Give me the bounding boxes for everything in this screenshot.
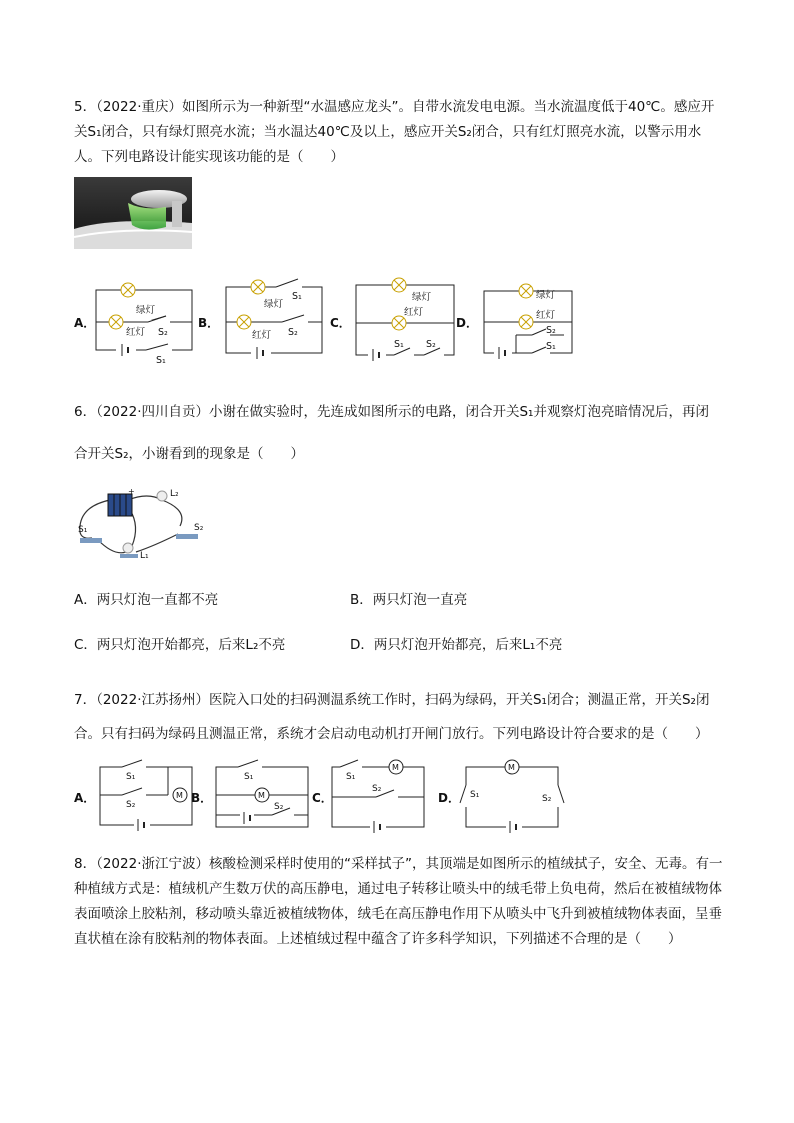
- q5-circuit-diagrams: [86, 275, 586, 365]
- question-7-line2: 合。只有扫码为绿码且测温正常，系统才会启动电动机打开闸门放行。下列电路设计符合要求的是（ ）: [74, 726, 709, 742]
- question-6-line1: 6．（2022·四川自贡）小谢在做实验时，先连成如图所示的电路，闭合开关S₁并观察灯泡亮暗情况后，再闭: [74, 404, 709, 420]
- q6-option-a[interactable]: A．两只灯泡一直都不亮: [74, 592, 219, 608]
- switch-s1-base: [80, 538, 102, 543]
- faucet-photo: [74, 177, 192, 249]
- q5b-green-label: 绿灯: [264, 299, 284, 310]
- q5d-s1-label: S₁: [546, 341, 556, 352]
- question-6-line2: 合开关S₂，小谢看到的现象是（ ）: [74, 446, 304, 462]
- q7d-s2-label: S₂: [542, 794, 552, 804]
- q7b-s1-label: S₁: [244, 772, 254, 782]
- q5-label-b: B．: [198, 316, 220, 330]
- question-8-text: 8．（2022·浙江宁波）核酸检测采样时使用的“采样拭子”，其顶端是如图所示的植绒拭子，安全、无毒。有一种植绒方式是：植绒机产生数万伏的高压静电，通过电子转移让喷头中的绒毛带上负电荷，然后在被植绒物体表面喷涂上胶粘剂，移动喷头靠近被植绒物体，绒毛在高压静电作用下从喷头中飞升到被植绒物体表面，呈垂直状植在涂有胶粘剂的物体表面。上述植绒过程中蕴含了许多科学知识，下列描述不合理的是（ ）: [74, 856, 723, 947]
- q5-label-a: A．: [74, 316, 96, 330]
- q6-circuit-figure: [70, 486, 220, 564]
- q7-label-c: C．: [312, 791, 333, 805]
- question-7: [74, 686, 726, 748]
- bulb-l1: [123, 543, 133, 553]
- q5c-green-label: 绿灯: [412, 292, 432, 303]
- q7c-s2-label: S₂: [372, 784, 382, 794]
- q7a-s1-label: S₁: [126, 772, 136, 782]
- l1-base: [120, 554, 138, 558]
- q5d-green-label: 绿灯: [536, 290, 556, 301]
- q5d-red-label: 红灯: [536, 310, 556, 321]
- q7-label-d: D．: [438, 791, 460, 805]
- q7b-s2-label: S₂: [274, 802, 284, 812]
- q5c-s2-label: S₂: [426, 339, 436, 350]
- battery-pack: [108, 494, 132, 516]
- question-8: [74, 852, 726, 952]
- q5-circuit-b: [226, 279, 322, 360]
- battery-plus-label: +: [128, 487, 135, 496]
- question-6: [74, 398, 726, 468]
- q5-circuit-a: [96, 283, 192, 357]
- q7a-motor-label: M: [176, 791, 183, 800]
- s1-label: S₁: [78, 525, 88, 535]
- q7c-motor-label: M: [392, 763, 399, 772]
- q7-label-b: B．: [191, 791, 213, 805]
- q6-option-b[interactable]: B．两只灯泡一直亮: [350, 592, 468, 608]
- l2-label: L₂: [170, 489, 179, 499]
- q5b-red-label: 红灯: [252, 330, 272, 341]
- q5a-s1-label: S₁: [156, 355, 166, 365]
- bulb-l2: [157, 491, 167, 501]
- q5a-red-label: 红灯: [126, 327, 146, 338]
- q5a-green-label: 绿灯: [136, 305, 156, 316]
- q5-label-d: D．: [456, 316, 478, 330]
- q7c-s1-label: S₁: [346, 772, 356, 782]
- q5d-s2-label: S₂: [546, 325, 556, 336]
- q5-circuit-d: [484, 284, 572, 360]
- q5c-s1-label: S₁: [394, 339, 404, 350]
- q5b-s1-label: S₁: [292, 291, 302, 302]
- q7a-s2-label: S₂: [126, 800, 136, 810]
- q7-label-a: A．: [74, 791, 96, 805]
- question-5-text: 5．（2022·重庆）如图所示为一种新型“水温感应龙头”。自带水流发电电源。当水流温度低于40℃。感应开关S₁闭合，只有绿灯照亮水流；当水温达40℃及以上，感应开关S₂闭合，只有红灯照亮水流，以警示用水人。下列电路设计能实现该功能的是（ ）: [74, 99, 715, 165]
- q7b-motor-label: M: [258, 791, 265, 800]
- q7d-motor-label: M: [508, 763, 515, 772]
- q7-circuit-diagrams: [88, 755, 588, 835]
- q5c-red-label: 红灯: [404, 307, 424, 318]
- q5-label-c: C．: [330, 316, 351, 330]
- q7d-s1-label: S₁: [470, 790, 480, 800]
- q6-option-c[interactable]: C．两只灯泡开始都亮，后来L₂不亮: [74, 637, 286, 653]
- s2-label: S₂: [194, 523, 204, 533]
- question-7-line1: 7．（2022·江苏扬州）医院入口处的扫码测温系统工作时，扫码为绿码，开关S₁闭合；测温正常，开关S₂闭: [74, 692, 710, 708]
- q5-circuit-c: [356, 278, 454, 362]
- q5b-s2-label: S₂: [288, 327, 298, 338]
- q5a-s2-label: S₂: [158, 327, 168, 338]
- q6-option-d[interactable]: D．两只灯泡开始都亮，后来L₁不亮: [350, 637, 563, 653]
- l1-label: L₁: [140, 551, 149, 561]
- question-5: [74, 95, 726, 170]
- switch-s2-base: [176, 534, 198, 539]
